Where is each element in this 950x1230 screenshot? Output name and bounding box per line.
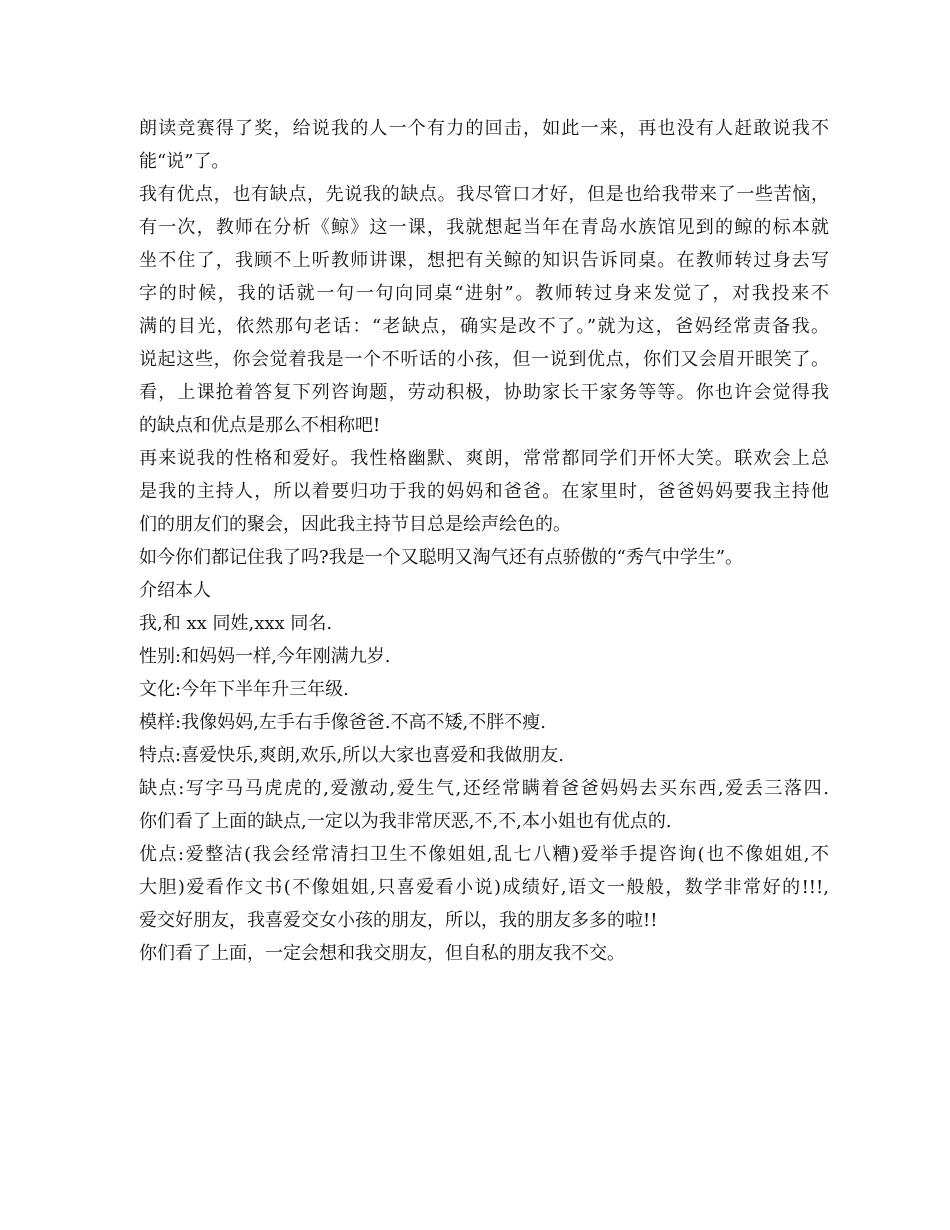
text-line: 满的目光，依然那句老话：“老缺点，确实是改不了。”就为这，爸妈经常责备我。: [139, 316, 829, 337]
text-line: 的缺点和优点是那么不相称吧!: [139, 415, 381, 436]
text-line: 有一次，教师在分析《鲸》这一课，我就想起当年在青岛水族馆见到的鲸的标本就: [139, 217, 829, 238]
text-line: 优点:爱整洁(我会经常清扫卫生不像姐姐,乱七八糟)爱举手提咨询(也不像姐姐,不: [139, 844, 829, 865]
text-line: 我,和 xx 同姓,xxx 同名.: [139, 613, 333, 634]
text-line: 再来说我的性格和爱好。我性格幽默、爽朗，常常都同学们开怀大笑。联欢会上总: [139, 448, 829, 469]
text-line: 说起这些，你会觉着我是一个不听话的小孩，但一说到优点，你们又会眉开眼笑了。: [139, 349, 829, 370]
text-line: 爱交好朋友，我喜爱交女小孩的朋友，所以，我的朋友多多的啦!!: [139, 910, 658, 931]
text-line: 缺点:写字马马虎虎的,爱激动,爱生气,还经常瞒着爸爸妈妈去买东西,爱丢三落四.: [139, 778, 829, 799]
text-line: 坐不住了，我顾不上听教师讲课，想把有关鲸的知识告诉同桌。在教师转过身去写: [139, 250, 829, 271]
text-line: 你们看了上面，一定会想和我交朋友，但自私的朋友我不交。: [139, 943, 625, 964]
text-line: 性别:和妈妈一样,今年刚满九岁.: [139, 646, 391, 667]
section-heading: 介绍本人: [139, 580, 211, 601]
text-line: 字的时候，我的话就一句一句向同桌“进射”。教师转过身来发觉了，对我投来不: [139, 283, 829, 304]
text-line: 看，上课抢着答复下列咨询题，劳动积极，协助家长干家务等等。你也许会觉得我: [139, 382, 829, 403]
document-body: [139, 112, 829, 970]
text-line: 们的朋友们的聚会，因此我主持节目总是绘声绘色的。: [139, 514, 571, 535]
text-line: 特点:喜爱快乐,爽朗,欢乐,所以大家也喜爱和我做朋友.: [139, 745, 564, 766]
text-line: 是我的主持人，所以着要归功于我的妈妈和爸爸。在家里时，爸爸妈妈要我主持他: [139, 481, 829, 502]
text-line: 能“说”了。: [139, 151, 230, 172]
text-line: 朗读竞赛得了奖，给说我的人一个有力的回击，如此一来，再也没有人赶敢说我不: [139, 118, 829, 139]
text-line: 模样:我像妈妈,左手右手像爸爸.不高不矮,不胖不瘦.: [139, 712, 546, 733]
text-line: 我有优点，也有缺点，先说我的缺点。我尽管口才好，但是也给我带来了一些苦恼，: [139, 184, 829, 205]
text-line: 文化:今年下半年升三年级.: [139, 679, 349, 700]
text-line: 如今你们都记住我了吗?我是一个又聪明又淘气还有点骄傲的“秀气中学生”。: [139, 547, 744, 568]
text-line: 你们看了上面的缺点,一定以为我非常厌恶,不,不,本小姐也有优点的.: [139, 811, 672, 832]
text-line: 大胆)爱看作文书(不像姐姐,只喜爱看小说)成绩好,语文一般般，数学非常好的!!!,: [139, 877, 829, 898]
